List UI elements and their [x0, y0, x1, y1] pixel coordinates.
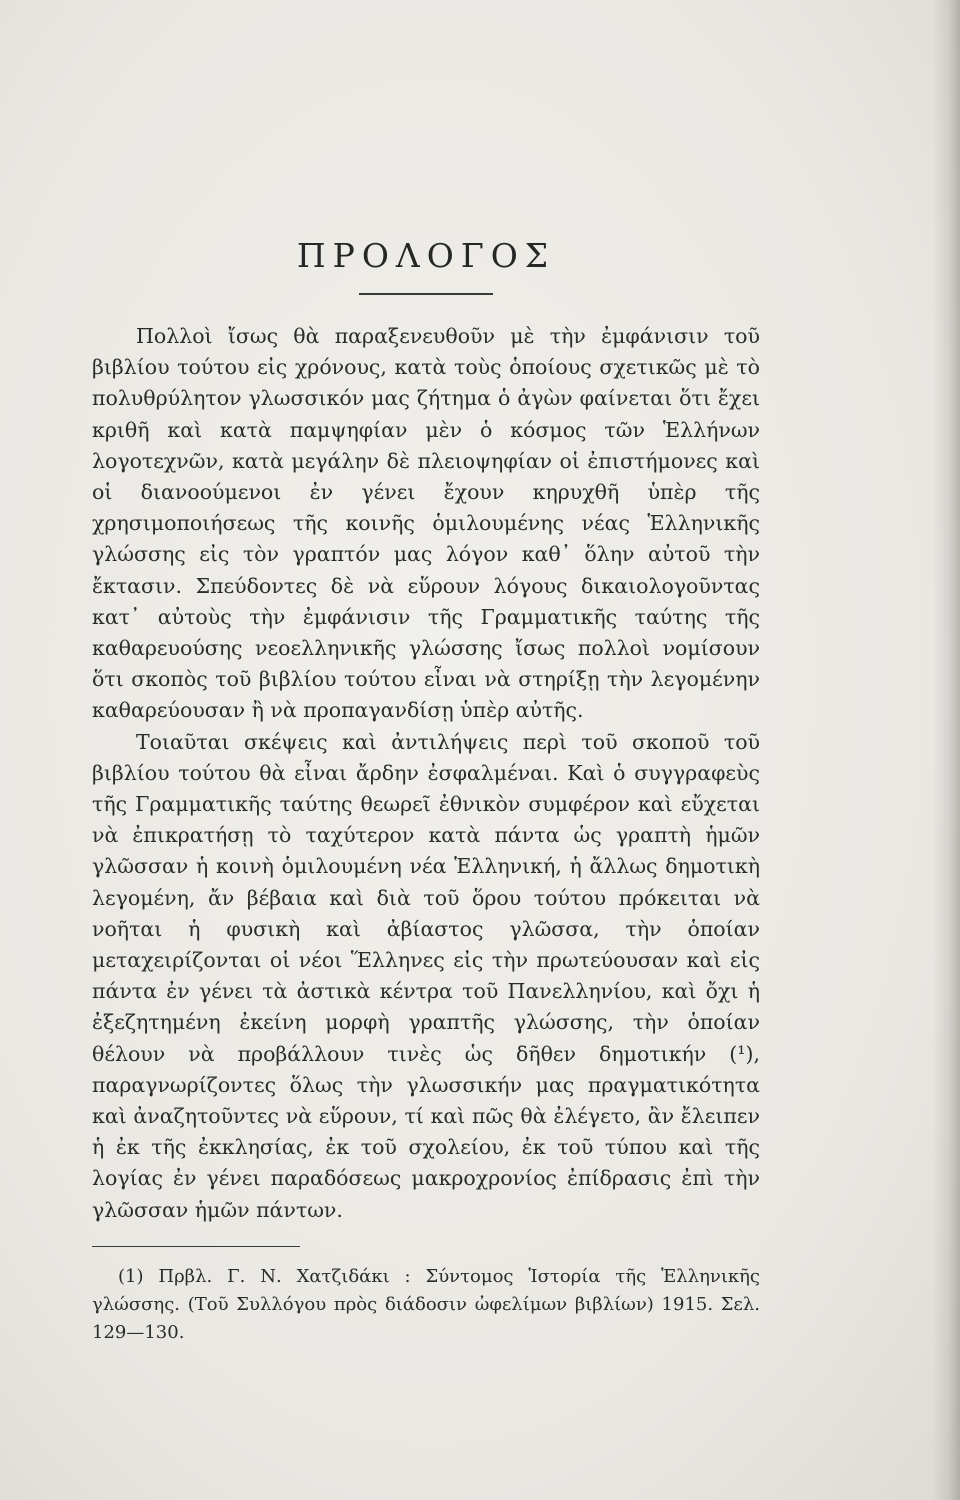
title-rule — [359, 293, 493, 295]
paragraph-2: Τοιαῦται σκέψεις καὶ ἀντιλήψεις περὶ τοῦ σκοποῦ τοῦ βιβλίου τούτου θὰ εἶναι ἄρδην ἐσφαλμέναι. Καὶ ὁ συγγραφεὺς τῆς Γραμματικῆς ταύτης θεωρεῖ ἐθνικὸν συμφέρον καὶ εὔχεται νὰ ἐπικρατήσῃ τὸ ταχύτερον κατὰ πάντα ὡς γραπτὴ ἡμῶν γλῶσσαν ἡ κοινὴ ὁμιλουμένη νέα Ἑλληνική, ἡ ἄλλως δημοτικὴ λεγομένη, ἄν βέβαια καὶ διὰ τοῦ ὅρου τούτου πρόκειται νὰ νοῆται ἡ φυσικὴ καὶ ἀβίαστος γλῶσσα, τὴν ὁποίαν μεταχειρίζονται οἱ νέοι Ἕλληνες εἰς τὴν πρωτεύουσαν καὶ εἰς πάντα ἐν γένει τὰ ἀστικὰ κέντρα τοῦ Πανελληνίου, καὶ ὄχι ἡ ἐξεζητημένη ἐκείνη μορφὴ γραπτῆς γλώσσης, τὴν ὁποίαν θέλουν νὰ προβάλλουν τινὲς ὡς δῆθεν δημοτικήν (¹), παραγνωρίζοντες ὅλως τὴν γλωσσικήν μας πραγματικότητα καὶ ἀναζητοῦντες νὰ εὕρουν, τί καὶ πῶς θὰ ἐλέγετο, ἂν ἔλειπεν ἡ ἐκ τῆς ἐκκλησίας, ἐκ τοῦ σχολείου, ἐκ τοῦ τύπου καὶ τῆς λογίας ἐν γένει παραδόσεως μακροχρονίος ἐπίδρασις ἐπὶ τὴν γλῶσσαν ἡμῶν πάντων. — [92, 729, 760, 1222]
paragraph-1: Πολλοὶ ἴσως θὰ παραξενευθοῦν μὲ τὴν ἐμφάνισιν τοῦ βιβλίου τούτου εἰς χρόνους, κατὰ τοὺς ὁποίους σχετικῶς μὲ τὸ πολυθρύλητον γλωσσικόν μας ζήτημα ὁ ἀγὼν φαίνεται ὅτι ἔχει κριθῆ καὶ κατὰ παμψηφίαν μὲν ὁ κόσμος τῶν Ἑλλήνων λογοτεχνῶν, κατὰ μεγάλην δὲ πλειοψηφίαν οἱ ἐπιστήμονες καὶ οἱ διανοούμενοι ἐν γένει ἔχουν κηρυχθῆ ὑπὲρ τῆς χρησιμοποιήσεως τῆς κοινῆς ὁμιλουμένης νέας Ἑλληνικῆς γλώσσης εἰς τὸν γραπτόν μας λόγον καθ᾽ ὅλην αὐτοῦ τὴν ἔκτασιν. Σπεύδοντες δὲ νὰ εὕρουν λόγους δικαιολογοῦντας κατ᾽ αὐτοὺς τὴν ἐμφάνισιν τῆς Γραμματικῆς ταύτης τῆς καθαρευούσης νεοελληνικῆς γλώσσης ἴσως πολλοὶ νομίσουν ὅτι σκοπὸς τοῦ βιβλίου τούτου εἶναι νὰ στηρίξῃ τὴν λεγομένην καθαρεύουσαν ἢ νὰ προπαγανδίσῃ ὑπὲρ αὐτῆς. — [92, 324, 760, 723]
footnote: (1) Πρβλ. Γ. Ν. Χατζιδάκι : Σύντομος Ἱστορία τῆς Ἑλληνικῆς γλώσσης. (Τοῦ Συλλόγου πρὸς διάδοσιν ὠφελίμων βιβλίων) 1915. Σελ. 129—130. — [92, 1265, 760, 1343]
page-edge-shadow — [932, 0, 960, 1500]
footnote-rule — [92, 1246, 300, 1247]
page-title: ΠΡΟΛΟΓΟΣ — [296, 236, 556, 275]
page-content — [92, 236, 760, 1347]
